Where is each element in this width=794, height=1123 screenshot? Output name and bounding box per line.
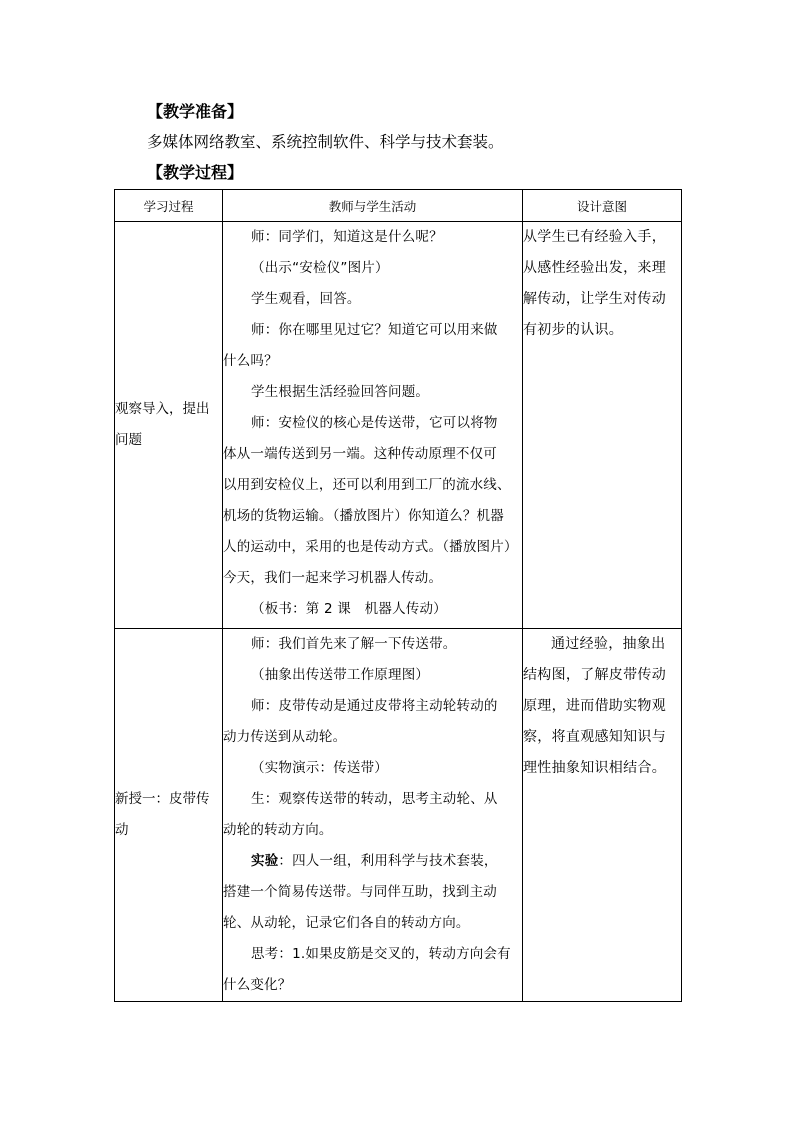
preparation-text: 多媒体网络教室、系统控制软件、科学与技术套装。 (147, 133, 504, 151)
activity-line: 思考：1.如果皮筋是交叉的，转动方向会有 (251, 946, 511, 962)
activity-line: 轮、从动轮，记录它们各自的转动方向。 (223, 915, 470, 931)
stage-cell (115, 222, 223, 629)
activities-cell (223, 629, 523, 1002)
activity-line: 以用到安检仪上，还可以利用到工厂的流水线、 (223, 477, 511, 493)
activity-line: 动轮的转动方向。 (223, 822, 333, 838)
activity-line: 体从一端传送到另一端。这种传动原理不仅可 (223, 446, 497, 462)
intent-line: 从感性经验出发，来理 (523, 260, 666, 276)
intent-line: 从学生已有经验入手， (523, 229, 666, 245)
activity-line: 搭建一个简易传送带。与同伴互助，找到主动 (223, 884, 497, 900)
intent-line: 结构图，了解皮带传动 (523, 667, 666, 683)
activity-line: （板书：第 2 课 机器人传动） (251, 601, 447, 617)
header-stage: 学习过程 (115, 190, 223, 222)
activity-line: 师：安检仪的核心是传送带，它可以将物 (251, 415, 498, 431)
header-intent: 设计意图 (523, 190, 682, 222)
activity-line: 今天，我们一起来学习机器人传动。 (223, 570, 443, 586)
activity-line: 生：观察传送带的转动，思考主动轮、从 (251, 791, 498, 807)
activity-line: （抽象出传送带工作原理图） (251, 667, 430, 683)
intent-line: 察，将直观感知知识与 (523, 729, 666, 745)
activity-line: 学生根据生活经验回答问题。 (251, 384, 430, 400)
experiment-text: ：四人一组，利用科学与技术套装， (278, 853, 498, 869)
header-activities: 教师与学生活动 (223, 190, 523, 222)
activity-line: 师：皮带传动是通过皮带将主动轮转动的 (251, 698, 498, 714)
activity-line: 师：你在哪里见过它？知道它可以用来做 (251, 322, 498, 338)
activity-line: （出示“安检仪”图片） (251, 260, 389, 276)
experiment-label: 实验 (251, 853, 279, 869)
activity-line: 动力传送到从动轮。 (223, 729, 347, 745)
stage-cell (115, 629, 223, 1002)
activity-line: 学生观看，回答。 (251, 291, 361, 307)
table-row (115, 222, 682, 629)
activities-cell (223, 222, 523, 629)
table-row (115, 629, 682, 1002)
activity-line: 机场的货物运输。（播放图片）你知道么？机器 (223, 508, 504, 524)
activity-line: 什么吗？ (223, 353, 278, 369)
intent-line: 原理，进而借助实物观 (523, 698, 666, 714)
section-heading-process: 【教学过程】 (147, 163, 244, 182)
intent-line: 通过经验，抽象出 (551, 636, 666, 652)
intent-cell (523, 222, 682, 629)
activity-line: 师：我们首先来了解一下传送带。 (251, 636, 457, 652)
activity-line: 什么变化？ (223, 977, 292, 993)
stage-label: 观察导入，提出 (115, 401, 210, 417)
stage-label: 新授一：皮带传 (115, 791, 210, 807)
activity-line: 师：同学们，知道这是什么呢？ (251, 229, 443, 245)
intent-line: 有初步的认识。 (523, 322, 624, 338)
intent-line: 解传动，让学生对传动 (523, 291, 666, 307)
activity-line: 人的运动中，采用的也是传动方式。（播放图片） (223, 539, 518, 555)
intent-line: 理性抽象知识相结合。 (523, 760, 666, 776)
stage-label: 动 (115, 822, 129, 838)
stage-label: 问题 (115, 432, 142, 448)
lesson-process-table (114, 189, 682, 1002)
table-header-row (115, 190, 682, 222)
activity-line (223, 846, 522, 877)
activity-line: （实物演示：传送带） (251, 760, 388, 776)
intent-cell (523, 629, 682, 1002)
section-heading-preparation: 【教学准备】 (147, 102, 244, 121)
